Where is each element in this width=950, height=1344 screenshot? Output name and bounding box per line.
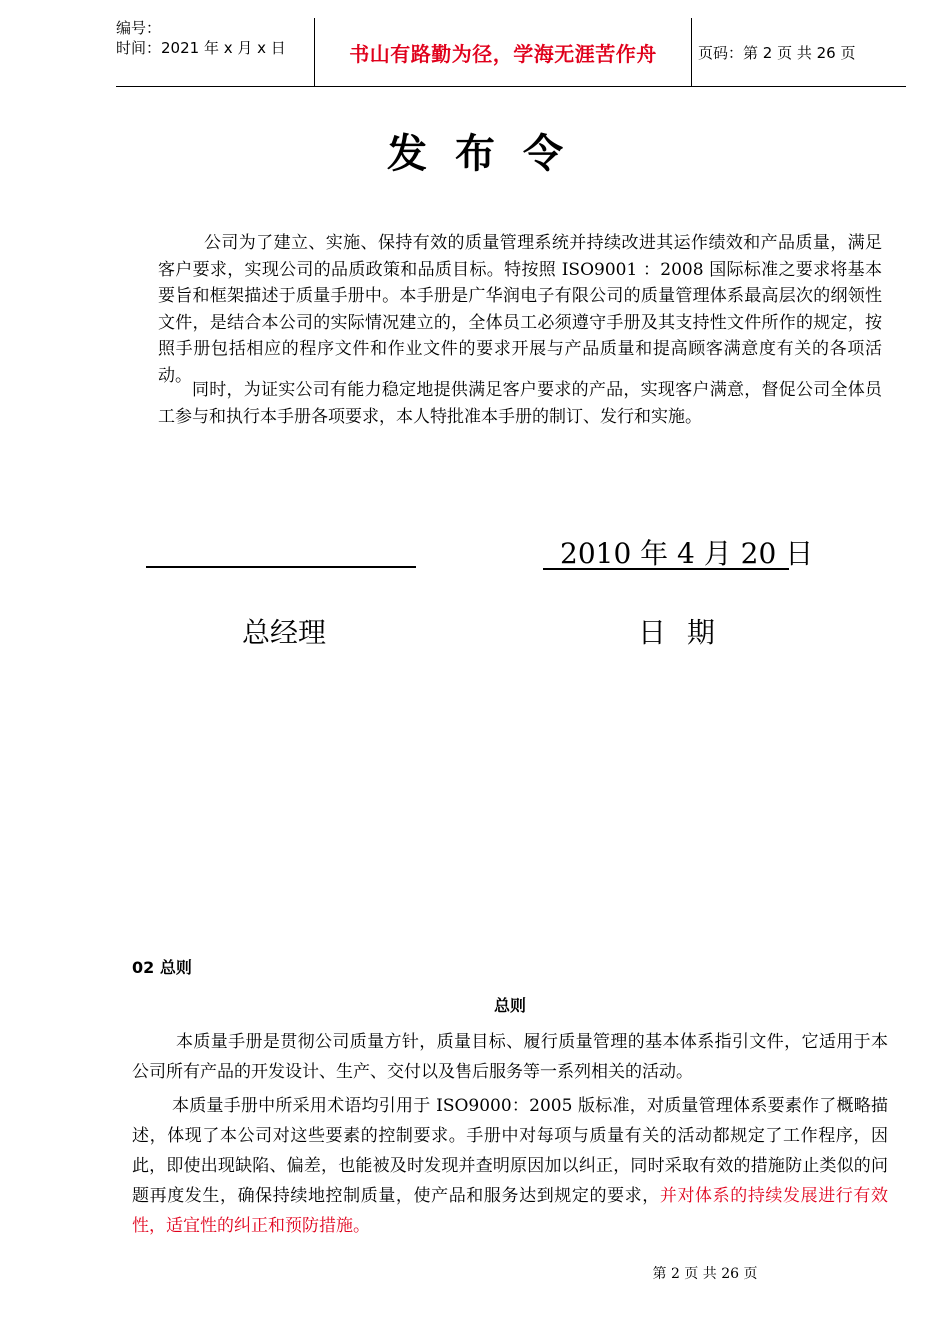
page-footer: 第 2 页 共 26 页 [652, 1266, 758, 1282]
general-paragraph-2-highlight: 并对体系的持续发展进行有效性，适宜性的纠正和预防措施。 [132, 1186, 889, 1236]
date-label: 日 期 [638, 616, 721, 649]
section-heading: 02 总则 [132, 958, 192, 977]
header-meta [116, 18, 314, 86]
manager-signature-line [146, 566, 416, 568]
header-motto: 书山有路勤为径，学海无涯苦作舟 [314, 18, 692, 86]
serial-label: 编号： [116, 19, 162, 37]
decree-paragraph-1: 公司为了建立、实施、保持有效的质量管理系统并持续改进其运作绩效和产品质量，满足客户要求，实现公司的品质政策和品质目标。特按照 ISO9001 ：2008 国际标准之要求将基本要旨和框架描述于质量手册中。本手册是广华润电子有限公司的质量管理体系最高层次的纲领性文件，是结合本公司的实际情况建立的，全体员工必须遵守手册及其支持性文件所作的规定，按照手册包括相应的程序文件和作业文件的要求开展与产品质量和提高顾客满意度有关的各项活动。 [158, 233, 882, 386]
general-paragraph-2-main: 本质量手册中所采用术语均引用于 ISO9000：2005 版标准，对质量管理体系要素作了概略描述，体现了本公司对这些要素的控制要求。手册中对每项与质量有关的活动都规定了工作程序，因此，即使出现缺陷、偏差，也能被及时发现并查明原因加以纠正，同时采取有效的措施防止类似的问题再度发生，确保持续地控制质量，使产品和服务达到规定的要求， [132, 1096, 888, 1206]
signature-date-value: 2010 年 4 月 20 日 [560, 537, 814, 570]
page-header [116, 18, 906, 87]
date-signature-line [543, 568, 789, 570]
general-paragraph-1: 本质量手册是贯彻公司质量方针，质量目标、履行质量管理的基本体系指引文件，它适用于本公司所有产品的开发设计、生产、交付以及售后服务等一系列相关的活动。 [132, 1032, 888, 1082]
time-label: 时间：2021 年 x 月 x 日 [116, 39, 286, 57]
header-page-info: 页码：第 2 页 共 26 页 [698, 43, 856, 62]
manager-label: 总经理 [242, 616, 327, 649]
page-title: 发布令 [387, 130, 591, 177]
general-paragraph-2 [132, 1091, 888, 1241]
decree-paragraph-2: 同时，为证实公司有能力稳定地提供满足客户要求的产品，实现客户满意，督促公司全体员工参与和执行本手册各项要求，本人特批准本手册的制订、发行和实施。 [158, 380, 882, 427]
section-subtitle: 总则 [493, 996, 526, 1015]
